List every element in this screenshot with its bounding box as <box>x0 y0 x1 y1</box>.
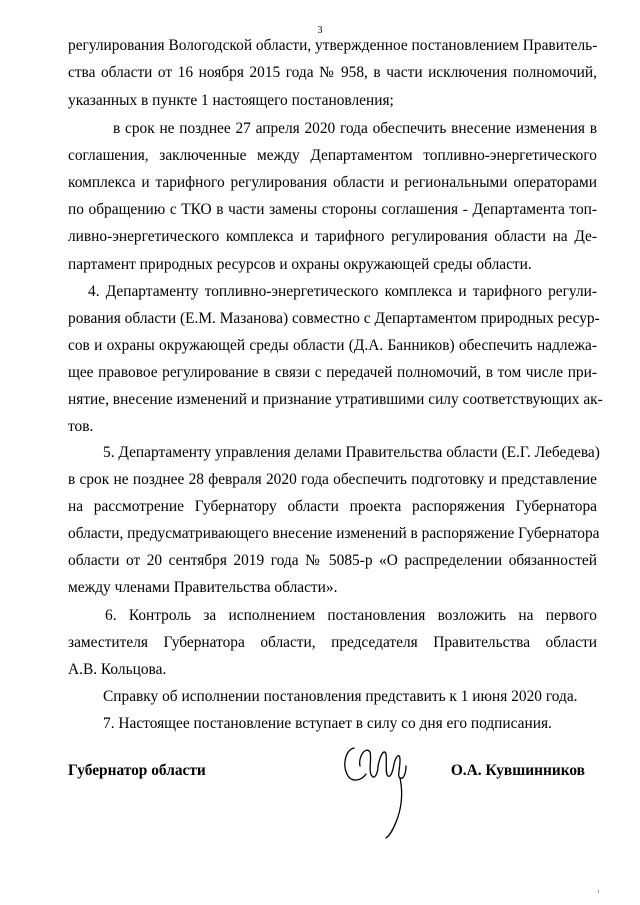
text-line: 4. Департаменту топливно-энергетического комплекса и тарифного регули- <box>88 283 597 300</box>
text-line: 7. Настоящее постановление вступает в силу со дня его подписания. <box>103 715 552 732</box>
text-line: области от 20 сентября 2019 года № 5085-р «О распределении обязанностей <box>68 552 597 569</box>
text-line: нятие, внесение изменений и признание утратившими силу соответствующих ак- <box>68 391 603 408</box>
text-line: партамент природных ресурсов и охраны окружающей среды области. <box>68 256 532 273</box>
text-line: в срок не позднее 28 февраля 2020 года обеспечить подготовку и представление <box>68 471 597 488</box>
text-line: соглашения, заключенные между Департаментом топливно-энергетического <box>68 147 597 164</box>
handwritten-signature <box>340 736 420 841</box>
text-line: ливно-энергетического комплекса и тарифного регулирования области на Де- <box>68 228 597 245</box>
text-line: тов. <box>68 418 94 435</box>
signatory-title: Губернатор области <box>68 762 206 779</box>
text-line: регулирования Вологодской области, утвержденное постановлением Правитель- <box>68 37 598 54</box>
text-line: сов и охраны окружающей среды области (Д.А. Банников) обеспечить надлежа- <box>68 337 597 354</box>
text-line: комплекса и тарифного регулирования области и региональными операторами <box>68 174 597 191</box>
text-line: А.В. Кольцова. <box>68 661 167 678</box>
signatory-name: О.А. Кувшинников <box>450 762 585 779</box>
text-line: между членами Правительства области». <box>68 579 338 596</box>
text-line: указанных в пункте 1 настоящего постановления; <box>68 92 394 109</box>
text-line: 5. Департаменту управления делами Правительства области (Е.Г. Лебедева) <box>103 444 600 461</box>
text-line: заместителя Губернатора области, председателя Правительства области <box>68 634 597 651</box>
text-line: ства области от 16 ноября 2015 года № 958, в части исключения полномочий, <box>68 64 597 81</box>
text-line: щее правовое регулирование в связи с передачей полномочий, в том числе при- <box>68 364 597 381</box>
text-line: области, предусматривающего внесение изменений в распоряжение Губернатора <box>68 525 600 542</box>
text-line: на рассмотрение Губернатору области проекта распоряжения Губернатора <box>68 498 597 515</box>
text-line: по обращению с ТКО в части замены стороны соглашения - Департамента топ- <box>68 201 597 218</box>
signature-block <box>68 752 597 862</box>
text-line: Справку об исполнении постановления представить к 1 июня 2020 года. <box>103 688 578 705</box>
text-line: в срок не позднее 27 апреля 2020 года обеспечить внесение изменения в <box>113 120 597 137</box>
text-line: 6. Контроль за исполнением постановления возложить на первого <box>105 607 597 624</box>
scan-artifact <box>598 890 599 893</box>
page-number: 3 <box>317 25 323 36</box>
text-line: рования области (Е.М. Мазанова) совместно с Департаментом природных ресур- <box>68 310 600 327</box>
